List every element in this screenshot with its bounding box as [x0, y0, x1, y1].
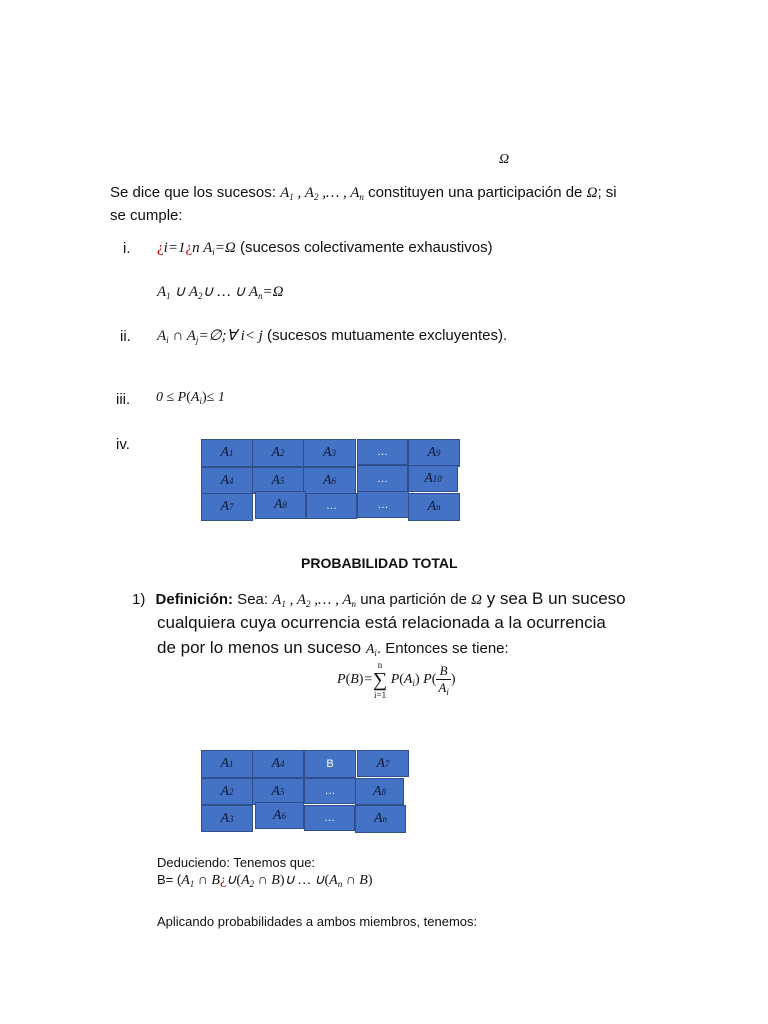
- item-i-marker: i.: [123, 240, 131, 257]
- grid1-cell: …: [306, 493, 357, 519]
- definition-line-3a: de por lo menos un suceso: [157, 638, 366, 657]
- definition-rest-1: y sea B un suceso: [481, 589, 626, 608]
- omega-inline: Ω: [586, 185, 598, 201]
- section-title: PROBABILIDAD TOTAL: [301, 555, 458, 571]
- item-i-content: [157, 239, 493, 257]
- item-iv-marker: iv.: [116, 436, 130, 453]
- grid1-cell: A 3: [303, 439, 356, 467]
- grid1-cell: A 6: [303, 467, 356, 494]
- grid2-cell: …: [304, 778, 356, 804]
- sucesos-formula: $A_1$ , $A_2$ ,… , $A_n$: [280, 185, 364, 202]
- definition-ai: $A_i$: [365, 642, 377, 658]
- item-i-formula: ¿i=1¿n $A_i=\Omega$: [157, 240, 236, 257]
- grid2-cell: A 1: [201, 750, 253, 778]
- grid1-cell: A 5: [252, 467, 304, 494]
- intro-line-1: [110, 184, 617, 202]
- definition-line-2: cualquiera cuya ocurrencia está relacionada a la ocurrencia: [157, 613, 606, 632]
- intro-line-2: se cumple:: [110, 207, 183, 224]
- grid1-cell: A 7: [201, 493, 253, 521]
- union-formula: $A_1$ ∪ $A_2\cup$ … ∪ $A_n=\Omega$: [157, 284, 284, 301]
- item-ii-marker: ii.: [120, 328, 131, 345]
- grid1-cell: A n: [408, 493, 460, 521]
- definition-line-1: [132, 589, 626, 609]
- grid2-cell: A 3: [201, 805, 253, 832]
- grid2-cell: A 5: [252, 778, 304, 805]
- grid2-cell: A 6: [255, 802, 304, 829]
- grid2-cell: B: [304, 750, 356, 778]
- omega-symbol: Ω: [499, 152, 510, 167]
- grid2-cell: A 4: [252, 750, 304, 778]
- b-equation-prefix: B= (: [157, 872, 182, 887]
- item-ii-desc: (sucesos mutuamente excluyentes).: [262, 327, 508, 344]
- b-equation-formula: $A_1$ ∩ $B¿\cup(A_2$ ∩ B)∪ … $\cup(A_n$ ∩ B): [181, 873, 373, 889]
- grid1-cell: …: [357, 439, 408, 465]
- grid2-cell: A 7: [357, 750, 409, 777]
- grid1-cell: A 10: [408, 465, 458, 492]
- grid1-cell: …: [357, 465, 408, 492]
- intro-text-1: Se dice que los sucesos:: [110, 184, 281, 201]
- grid1-cell: A 2: [252, 439, 304, 467]
- grid1-cell: A 9: [408, 439, 460, 467]
- intro-text-3: ; si: [597, 184, 617, 201]
- deduciendo-text: Deduciendo: Tenemos que:: [157, 855, 316, 870]
- total-probability-formula: P(B)= n ∑ i=1 $P(A_i)$ P( $\frac{B}{A_i}$ ): [337, 660, 456, 700]
- definition-line-3b: . Entonces se tiene:: [376, 640, 509, 657]
- definition-omega: Ω: [471, 592, 482, 608]
- aplicando-text: Aplicando probabilidades a ambos miembros, tenemos:: [157, 914, 478, 929]
- definition-sucesos-formula: $A_1$ , $A_2$ ,… , $A_n$: [272, 592, 357, 609]
- item-iii-marker: iii.: [116, 391, 131, 408]
- grid1-cell: A 4: [201, 467, 253, 494]
- definition-number: 1): [132, 591, 146, 608]
- grid2-cell: …: [304, 805, 355, 831]
- b-equation: [157, 872, 373, 889]
- intro-text-2: constituyen una participación de: [363, 184, 587, 201]
- grid2-cell: A n: [355, 805, 406, 833]
- grid1-cell: A 8: [255, 491, 306, 519]
- sum-symbol: n ∑ i=1: [372, 660, 388, 700]
- item-ii-content: [157, 326, 507, 345]
- item-iii-formula: $0 \le P(A_i)\le 1$: [156, 390, 225, 406]
- item-ii-formula: $A_i$ ∩ $A_j=\emptyset;\forall$ i< j: [157, 328, 263, 345]
- grid1-cell: A 1: [201, 439, 253, 467]
- grid2-cell: A 2: [201, 778, 253, 805]
- definition-label: Definición:: [155, 591, 234, 608]
- definition-sea: Sea:: [233, 591, 273, 608]
- item-i-desc: (sucesos colectivamente exhaustivos): [235, 239, 493, 256]
- definition-particion: una partición de: [356, 591, 472, 608]
- grid1-cell: …: [357, 491, 409, 518]
- definition-line-3: [157, 638, 509, 658]
- grid2-cell: A 8: [355, 778, 404, 805]
- fraction-b-over-ai: $\frac{B}{A_i}$: [438, 663, 449, 697]
